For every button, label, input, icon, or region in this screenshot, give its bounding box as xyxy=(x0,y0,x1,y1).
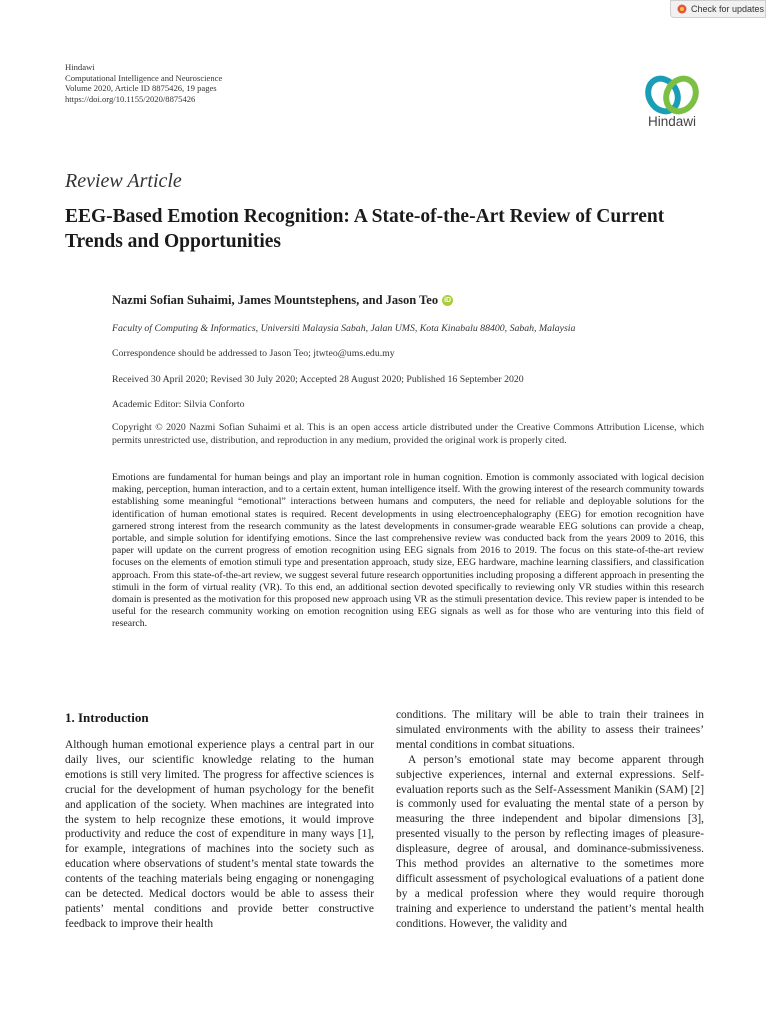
publisher-name: Hindawi xyxy=(65,62,95,72)
section-heading-introduction: 1. Introduction xyxy=(65,710,149,725)
article-title: EEG-Based Emotion Recognition: A State-of-the-Art Review of Current Trends and Opportunities xyxy=(65,206,665,252)
article-type: Review Article xyxy=(65,170,182,192)
paragraph: A person’s emotional state may become apparent through subjective experiences, internal and external expressions. Self-evaluation reports such as the Self-Assessment Manikin (SAM) [2] is commonly used for evaluating the mental state of a person by measuring the three independent and bipolar dimensions [3], presented visually to the person by reflecting images of pleasure-displeasure, degree of arousal, and dominance-submissiveness. This method provides an alternative to the sometimes more difficult assessment of psychological evaluations of a patient done by a medical profession where they would require thorough training and experience to understand the patient’s mental health conditions. However, the validity and xyxy=(396,753,704,930)
journal-doi[interactable]: https://doi.org/10.1155/2020/8875426 xyxy=(65,93,196,104)
dates-line: Received 30 April 2020; Revised 30 July 2020; Accepted 28 August 2020; Published 16 September 2020 xyxy=(112,374,524,385)
author-list xyxy=(112,293,453,308)
copyright-notice: Copyright © 2020 Nazmi Sofian Suhaimi et al. This is an open access article distributed under the Creative Commons Attribution License, which permits unrestricted use, distribution, and reproduction in any medium, provided the original work is properly cited. xyxy=(112,422,704,446)
body-column-left: Although human emotional experience plays a central part in our daily lives, our scientific knowledge relating to the human emotions is still very limited. The progress for affective sciences is crucial for the development of human psychology for the benefit and application of the society. When machines are integrated into the system to help recognize these emotions, it would improve productivity and reduce the cost of expenditure in many ways [1], for example, integrations of machines into the society such as education where observations of student’s mental state towards the contents of the teaching materials being engaging or nonengaging can be detected. Medical doctors would be able to assess their patients’ mental conditions and provide better constructive feedback to improve their health xyxy=(65,739,374,930)
body-column-right xyxy=(396,708,704,932)
check-for-updates-label: Check for updates xyxy=(691,4,765,14)
affiliation: Faculty of Computing & Informatics, Universiti Malaysia Sabah, Jalan UMS, Kota Kinabalu 88400, Sabah, Malaysia xyxy=(112,323,576,334)
hindawi-logo-text: Hindawi xyxy=(647,114,697,129)
journal-name: Computational Intelligence and Neuroscience xyxy=(65,72,223,83)
journal-volume: Volume 2020, Article ID 8875426, 19 pages xyxy=(65,83,217,93)
update-icon xyxy=(677,4,687,14)
correspondence: Correspondence should be addressed to Jason Teo; jtwteo@ums.edu.my xyxy=(112,348,395,359)
orcid-icon[interactable]: iD xyxy=(444,297,452,304)
academic-editor: Academic Editor: Silvia Conforto xyxy=(112,399,245,410)
check-for-updates-button[interactable] xyxy=(670,0,766,18)
abstract: Emotions are fundamental for human beings and play an important role in human cognition. Emotion is commonly associated with logical decision making, perception, human interaction, and to a certain extent, human intelligence itself. With the growing interest of the research community towards establishing some meaningful “emotional” interactions between humans and computers, the need for reliable and deployable solutions for the identification of human emotional states is required. Recent developments in using electroencephalography (EEG) for emotion recognition have garnered strong interest from the research community as the latest developments in consumer-grade wearable EEG solutions can provide a cheap, portable, and simple solution for identifying emotions. Since the last comprehensive review was conducted back from the years 2009 to 2016, this paper will update on the current progress of emotion recognition using EEG signals from 2016 to 2019. The focus on this state-of-the-art review focuses on the elements of emotion stimuli type and presentation approach, study size, EEG hardware, machine learning classifiers, and classification approach. From this state-of-the-art review, we suggest several future research opportunities including proposing a different approach in presenting the stimuli in the form of virtual reality (VR). To this end, an additional section devoted specifically to reviewing only VR studies within this research domain is presented as the motivation for this proposed new approach using VR as the stimuli presentation device. This review paper is intended to be useful for the research community working on emotion recognition using EEG signals as well as for those who are venturing into this field of research. xyxy=(112,472,704,630)
authors-text: Nazmi Sofian Suhaimi, James Mountstephens, and Jason Teo xyxy=(112,293,439,307)
journal-header xyxy=(65,62,222,104)
paragraph-continued: conditions. The military will be able to train their trainees in simulated environments with the ability to assess their trainees’ mental conditions in combat situations. xyxy=(396,709,704,751)
